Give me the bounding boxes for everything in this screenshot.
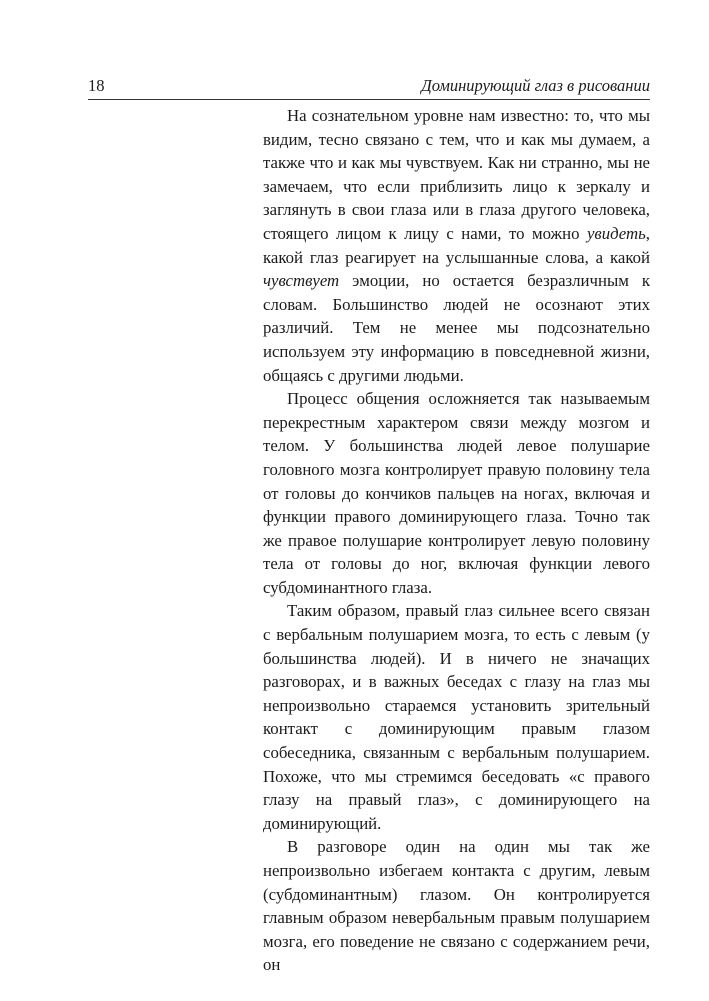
paragraph-1-middle: , какой глаз реагирует на услышанные слова, а какой	[263, 223, 650, 267]
body-text	[263, 104, 650, 977]
paragraph-1-end: эмоции, но остается безразличным к словам. Большинство людей не осознают этих различий. Тем не менее мы подсознательно используем эту информацию в повседневной жизни, общаясь с другими людьми.	[263, 271, 650, 385]
italic-word-feels: чувствует	[263, 271, 340, 291]
italic-word-see: увидеть	[586, 223, 646, 243]
paragraph-1-start: На сознательном уровне нам известно: то, что мы видим, тесно связано с тем, что и как мы думаем, а также что и как мы чувствуем. Как ни странно, мы не замечаем, что если приблизить лицо к зеркалу и заглянуть в свои глаза или в глаза другого человека, стоящего лицом к лицу с нами, то можно	[263, 106, 650, 243]
paragraph-2: Процесс общения осложняется так называемым перекрестным характером связи между мозгом и телом. У большинства людей левое полушарие головного мозга контролирует правую половину тела от головы до кончиков пальцев на ногах, включая и функции правого доминирующего глаза. Точно так же правое полушарие контролирует левую половину тела от головы до ног, включая функции левого субдоминантного глаза.	[263, 389, 650, 597]
header-rule	[88, 99, 650, 100]
paragraph-3: Таким образом, правый глаз сильнее всего связан с вербальным полушарием мозга, то есть с левым (у большинства людей). И в ничего не значащих разговорах, и в важных беседах с глазу на глаз мы непроизвольно стараемся установить зрительный контакт с доминирующим правым глазом собеседника, связанным с вербальным полушарием. Похоже, что мы стремимся беседовать «с правого глазу на правый глаз», с доминирующего на доминирующий.	[263, 601, 650, 833]
paragraph-4: В разговоре один на один мы так же непроизвольно избегаем контакта с другим, левым (субдоминантным) глазом. Он контролируется главным образом невербальным правым полушарием мозга, его поведение не связано с содержанием речи, он	[263, 837, 650, 975]
paragraph-1	[263, 104, 650, 387]
running-head	[88, 76, 650, 100]
running-title: Доминирующий глаз в рисовании	[421, 76, 650, 95]
page-number: 18	[88, 76, 105, 95]
